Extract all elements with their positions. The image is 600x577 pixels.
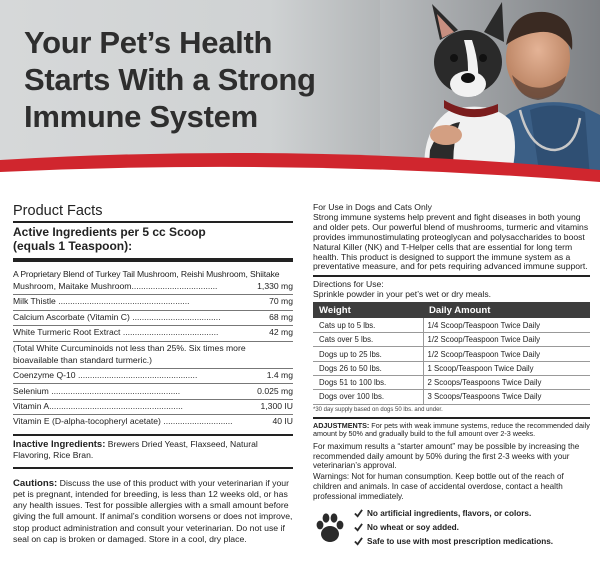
dosage-amount: 1/2 Scoop/Teaspoon Twice Daily [423,347,590,361]
ingredient-row [13,384,293,399]
inactive-ingredients [13,434,293,469]
cautions-section [13,478,293,545]
table-row [313,390,590,404]
turmeric-note [13,342,293,369]
hero-title-line-1: Your Pet’s Health [24,25,273,60]
ingredient-amount: 0.025 mg [257,385,293,396]
ingredient-name: Vitamin E (D-alpha-tocopheryl acetate) ............................. [13,416,233,427]
intro-title: For Use in Dogs and Cats Only [313,202,432,212]
checkmark-icon [354,537,363,546]
ingredient-row [13,295,293,310]
table-row [313,376,590,390]
dosage-table [313,302,590,404]
dosage-header-weight: Weight [313,302,423,318]
checkmark-icon [354,523,363,532]
dosage-amount: 2 Scoops/Teaspoons Twice Daily [423,376,590,390]
intro-section [313,203,590,272]
dosage-weight: Dogs over 100 lbs. [313,390,423,404]
claim-text: No artificial ingredients, flavors, or colors. [367,508,532,518]
ingredient-amount: 40 IU [272,416,293,427]
ingredient-row [13,311,293,326]
directions-section [313,275,590,299]
ingredient-amount: 1.4 mg [266,370,293,381]
claims-section [313,509,590,555]
hero-title-line-2: Starts With a Strong [24,62,316,97]
adjustments-text: For pets with weak immune systems, reduce the recommended daily amount by 50% and gradually build to the full amount over 2-3 weeks. [313,420,590,439]
table-row [313,318,590,332]
cautions-text: Discuss the use of this product with your veterinarian if your pet is pregnant, intended for breeding, is less than 12 weeks old, or has any health issues. Test for possible allergies with a small amount before giving the full amount. If animal’s condition worsens or does not improve, stop product administration and consult your veterinarian. Do not use if seal on cap is broken or damaged. Store in a cool, dry place. [13,477,293,544]
ingredient-name: Calcium Ascorbate (Vitamin C) ..................................... [13,311,221,322]
product-facts-title: Product Facts [13,203,293,223]
turmeric-note-line-2: bioavailable than standard turmeric.) [13,354,153,365]
claim-text: No wheat or soy added. [367,522,459,532]
inactive-ingredients-text: Brewers Dried Yeast, Flaxseed, Natural Flavoring, Rice Bran. [13,438,258,460]
usage-panel [313,203,590,555]
table-row [313,347,590,361]
supply-footnote: *30 day supply based on dogs 50 lbs. and under. [313,407,590,419]
hero-title-line-3: Immune System [24,99,258,134]
starter-amount-text: For maximum results a “starter amount” may be possible by increasing the recommended daily amount by 50% during the first 2-3 weeks with your veterinarian’s approval. [313,441,580,471]
dosage-weight: Dogs 51 to 100 lbs. [313,376,423,390]
ingredient-name: Coenzyme Q-10 .................................................. [13,370,198,381]
ingredient-name: White Turmeric Root Extract ........................................ [13,327,219,338]
ingredient-name: Milk Thistle ....................................................... [13,296,190,307]
claim-item [354,523,459,532]
active-ingredients-heading-line-2: (equals 1 Teaspoon): [13,238,133,253]
inactive-ingredients-label: Inactive Ingredients: [13,438,106,450]
hero-title [24,24,354,135]
adjustments-section [313,422,590,439]
dosage-amount: 1/4 Scoop/Teaspoon Twice Daily [423,318,590,332]
proprietary-blend-amount: 1,330 mg [257,280,293,291]
dosage-weight: Cats up to 5 lbs. [313,318,423,332]
proprietary-blend-line-2: Mushroom, Maitake Mushroom.................................... [13,280,218,291]
table-row [313,333,590,347]
proprietary-blend-row [13,268,293,295]
dosage-amount: 3 Scoops/Teaspoons Twice Daily [423,390,590,404]
turmeric-note-line-1: (Total White Curcuminoids not less than 25%. Six times more [13,342,246,353]
proprietary-blend-line-1: A Proprietary Blend of Turkey Tail Mushroom, Reishi Mushroom, Shiitake [13,269,280,280]
active-ingredients-heading-line-1: Active Ingredients per 5 cc Scoop [13,225,206,239]
claim-item [354,509,531,518]
claim-text: Safe to use with most prescription medications. [367,536,554,546]
warnings-text: Warnings: Not for human consumption. Keep bottle out of the reach of children and animals. In case of accidental overdose, contact a health professional immediately. [313,472,564,501]
ingredient-name: Vitamin A........................................................ [13,400,183,411]
product-facts-panel [13,203,293,545]
directions-title: Directions for Use: [313,279,384,290]
ingredient-row [13,415,293,429]
hero-banner [0,0,600,190]
dosage-amount: 1/2 Scoop/Teaspoon Twice Daily [423,333,590,347]
table-row [313,361,590,375]
ingredient-amount: 68 mg [269,311,293,322]
ingredient-amount: 42 mg [269,327,293,338]
claim-item [354,537,553,546]
ingredient-row [13,369,293,384]
ingredient-amount: 1,300 IU [260,400,293,411]
paw-print-icon [315,512,345,544]
ingredients-list [13,268,293,430]
intro-text: Strong immune systems help prevent and fight diseases in both young and older pets. Our powerful blend of mushrooms, turmeric and vitamins provides immunostimulating proteoglycan and polysaccharides to boost Natural Killer (NK) and T-Helper cells that are essential for long term health. This product is designed to support the immune system as a preventative measure, and for pets requiring advanced immune support. [313,211,589,272]
dosage-amount: 1 Scoop/Teaspoon Twice Daily [423,361,590,375]
ingredient-row [13,326,293,341]
dosage-weight: Dogs up to 25 lbs. [313,347,423,361]
dosage-header-amount: Daily Amount [423,302,590,318]
directions-text: Sprinkle powder in your pet’s wet or dry meals. [313,289,492,300]
dosage-weight: Cats over 5 lbs. [313,333,423,347]
active-ingredients-heading [13,226,293,262]
ingredient-row [13,400,293,415]
ingredient-amount: 70 mg [269,296,293,307]
dosage-weight: Dogs 26 to 50 lbs. [313,361,423,375]
adjustments-label: ADJUSTMENTS: [313,420,370,430]
red-wave-band [0,150,600,190]
ingredient-name: Selenium ...................................................... [13,385,181,396]
cautions-label: Cautions: [13,477,58,489]
checkmark-icon [354,509,363,518]
